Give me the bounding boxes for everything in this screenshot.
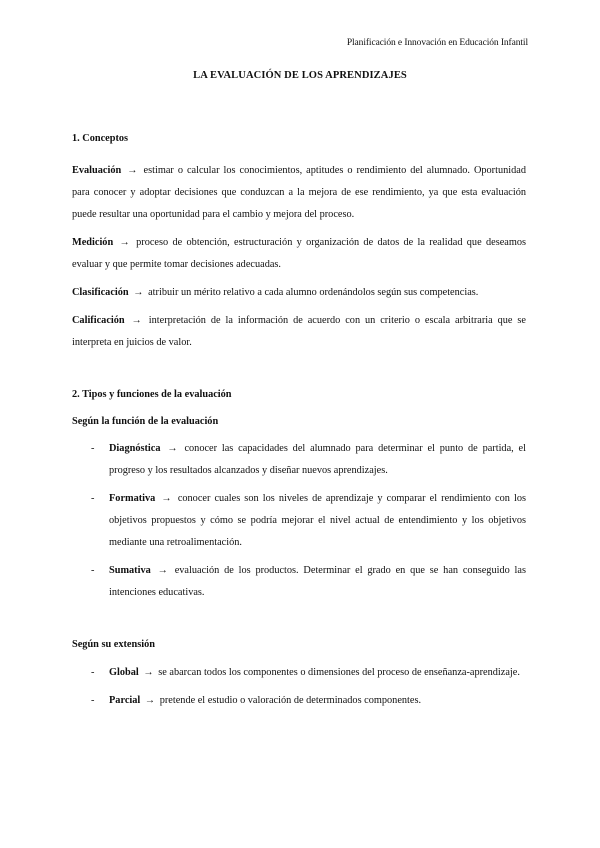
document-body (72, 128, 526, 712)
list-item-term: Global (109, 667, 139, 678)
arrow-icon: → (143, 667, 154, 678)
definition-text: proceso de obtención, estructuración y organización de datos de la realidad que deseamos evaluar y que permite tomar decisiones adecuadas. (72, 237, 527, 270)
bullet-dash: - (91, 565, 95, 576)
list-item-global (72, 662, 526, 684)
arrow-icon: → (127, 165, 138, 176)
subheading-function: Según la función de la evaluación (72, 416, 219, 427)
list-item-text: conocer cuales son los niveles de aprendizaje y comparar el rendimiento con los objetivos propuestos y cómo se podría mejorar el nivel actual de entendimiento y los objetivos mediante una retroalimentación. (109, 493, 526, 548)
list-item-term: Formativa (109, 493, 156, 504)
list-item-text: conocer las capacidades del alumnado para determinar el punto de partida, el progreso y los resultados alcanzados y diseñar nuevos aprendizajes. (109, 443, 526, 476)
arrow-icon: → (131, 315, 142, 326)
arrow-icon: → (144, 695, 156, 706)
definition-medicion (72, 232, 526, 276)
definition-term: Evaluación (72, 165, 122, 176)
definition-term: Medición (72, 237, 114, 248)
arrow-icon: → (157, 565, 168, 576)
arrow-icon: → (167, 443, 178, 454)
arrow-icon: → (119, 237, 130, 248)
document-title: LA EVALUACIÓN DE LOS APRENDIZAJES (193, 70, 407, 81)
definition-evaluacion (72, 160, 526, 226)
running-header: Planificación e Innovación en Educación Infantil (346, 38, 528, 48)
definition-calificacion (72, 310, 526, 354)
list-item-term: Parcial (109, 695, 141, 706)
list-item-formativa (72, 488, 526, 554)
list-item-text: pretende el estudio o valoración de determinados componentes. (159, 695, 422, 706)
list-item-text: se abarcan todos los componentes o dimensiones del proceso de enseñanza-aprendizaje. (158, 667, 520, 678)
definition-term: Clasificación (72, 287, 129, 298)
bullet-dash: - (91, 443, 95, 454)
list-item-sumativa (72, 560, 526, 604)
function-list (72, 438, 526, 604)
list-item-text: evaluación de los productos. Determinar el grado en que se han conseguido las intenciones educativas. (109, 565, 526, 598)
definition-text: estimar o calcular los conocimientos, aptitudes o rendimiento del alumnado. Oportunidad para conocer y adoptar decisiones que conduzcan a la mejora de ese rendimiento, ya que esta evaluación puede resultar una oportunidad para el cambio y mejora del proceso. (72, 165, 526, 220)
definition-text: atribuir un mérito relativo a cada alumno ordenándolos según sus competencias. (148, 287, 479, 298)
list-item-diagnostica (72, 438, 526, 482)
arrow-icon: → (133, 287, 144, 298)
subheading-extension: Según su extensión (72, 639, 155, 650)
section-1-heading: 1. Conceptos (72, 133, 129, 144)
list-item-parcial (72, 690, 526, 712)
section-2-heading: 2. Tipos y funciones de la evaluación (72, 389, 232, 400)
definition-clasificacion (72, 282, 526, 304)
definition-term: Calificación (72, 315, 125, 326)
definition-text: interpretación de la información de acuerdo con un criterio o escala arbitraria que se interpreta en juicios de valor. (72, 315, 527, 348)
arrow-icon: → (161, 493, 172, 504)
bullet-dash: - (91, 695, 95, 706)
extension-list (72, 662, 526, 712)
list-item-term: Sumativa (109, 565, 151, 576)
bullet-dash: - (91, 667, 95, 678)
list-item-term: Diagnóstica (109, 443, 161, 454)
bullet-dash: - (91, 493, 95, 504)
